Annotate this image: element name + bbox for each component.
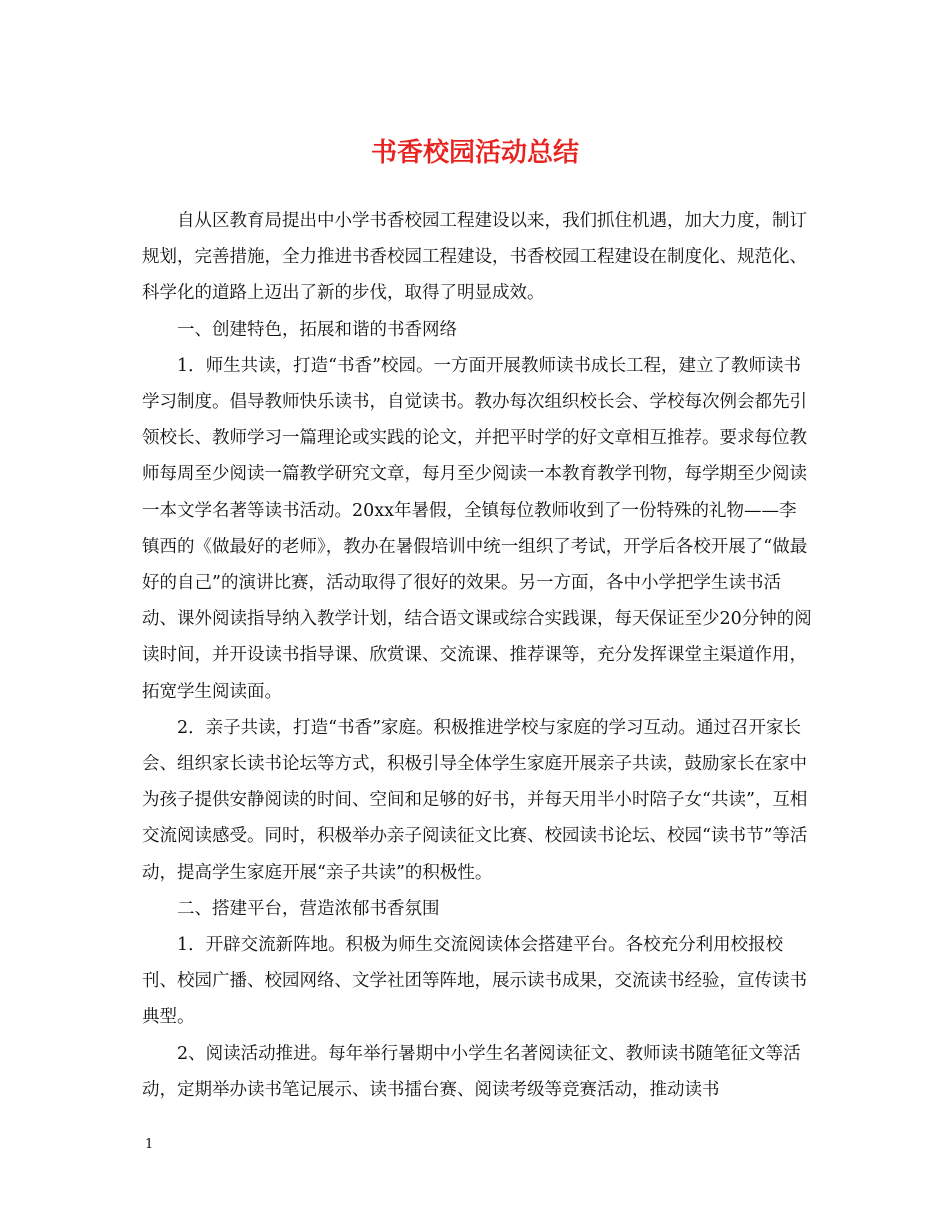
document-title: 书香校园活动总结 (370, 138, 579, 168)
paragraph-exchange-platform: 1．开辟交流新阵地。积极为师生交流阅读体会搭建平台。各校充分利用校报校刊、校园广播、校园网络、文学社团等阵地，展示读书成果，交流读书经验，宣传读书典型。 (142, 935, 807, 1028)
paragraph-parent-child-reading: 2．亲子共读，打造“书香”家庭。积极推进学校与家庭的学习互动。通过召开家长会、组织家长读书论坛等方式，积极引导全体学生家庭开展亲子共读，鼓励家长在家中为孩子提供安静阅读的时间、空间和足够的好书，并每天用半小时陪子女“共读”，互相交流阅读感受。同时，积极举办亲子阅读征文比赛、校园读书论坛、校园“读书节”等活动，提高学生家庭开展“亲子共读”的积极性。 (142, 717, 808, 883)
section-heading-2: 二、搭建平台，营造浓郁书香氛围 (177, 898, 440, 919)
document-body (142, 203, 812, 1108)
paragraph-reading-activities: 2、阅读活动推进。每年举行暑期中小学生名著阅读征文、教师读书随笔征文等活动，定期举办读书笔记展示、读书擂台赛、阅读考级等竞赛活动，推动读书 (142, 1043, 801, 1100)
paragraph-intro: 自从区教育局提出中小学书香校园工程建设以来，我们抓住机遇，加大力度，制订规划，完善措施，全力推进书香校园工程建设，书香校园工程建设在制度化、规范化、科学化的道路上迈出了新的步伐，取得了明显成效。 (142, 211, 807, 304)
paragraph-teacher-student-reading: 1．师生共读，打造“书香”校园。一方面开展教师读书成长工程，建立了教师读书学习制度。倡导教师快乐读书，自觉读书。教办每次组织校长会、学校每次例会都先引领校长、教师学习一篇理论或实践的论文，并把平时学的好文章相互推荐。要求每位教师每周至少阅读一篇教学研究文章，每月至少阅读一本教育教学刊物，每学期至少阅读一本文学名著等读书活动。20xx年暑假，全镇每位教师收到了一份特殊的礼物——李镇西的《做最好的老师》，教办在暑假培训中统一组织了考试，开学后各校开展了“做最好的自己”的演讲比赛，活动取得了很好的效果。另一方面，各中小学把学生读书活动、课外阅读指导纳入教学计划，结合语文课或综合实践课，每天保证至少20分钟的阅读时间，并开设读书指导课、欣赏课、交流课、推荐课等，充分发挥课堂主渠道作用，拓宽学生阅读面。 (142, 355, 812, 702)
section-heading-1: 一、创建特色，拓展和谐的书香网络 (177, 319, 457, 340)
page-number: 1 (145, 1137, 154, 1152)
